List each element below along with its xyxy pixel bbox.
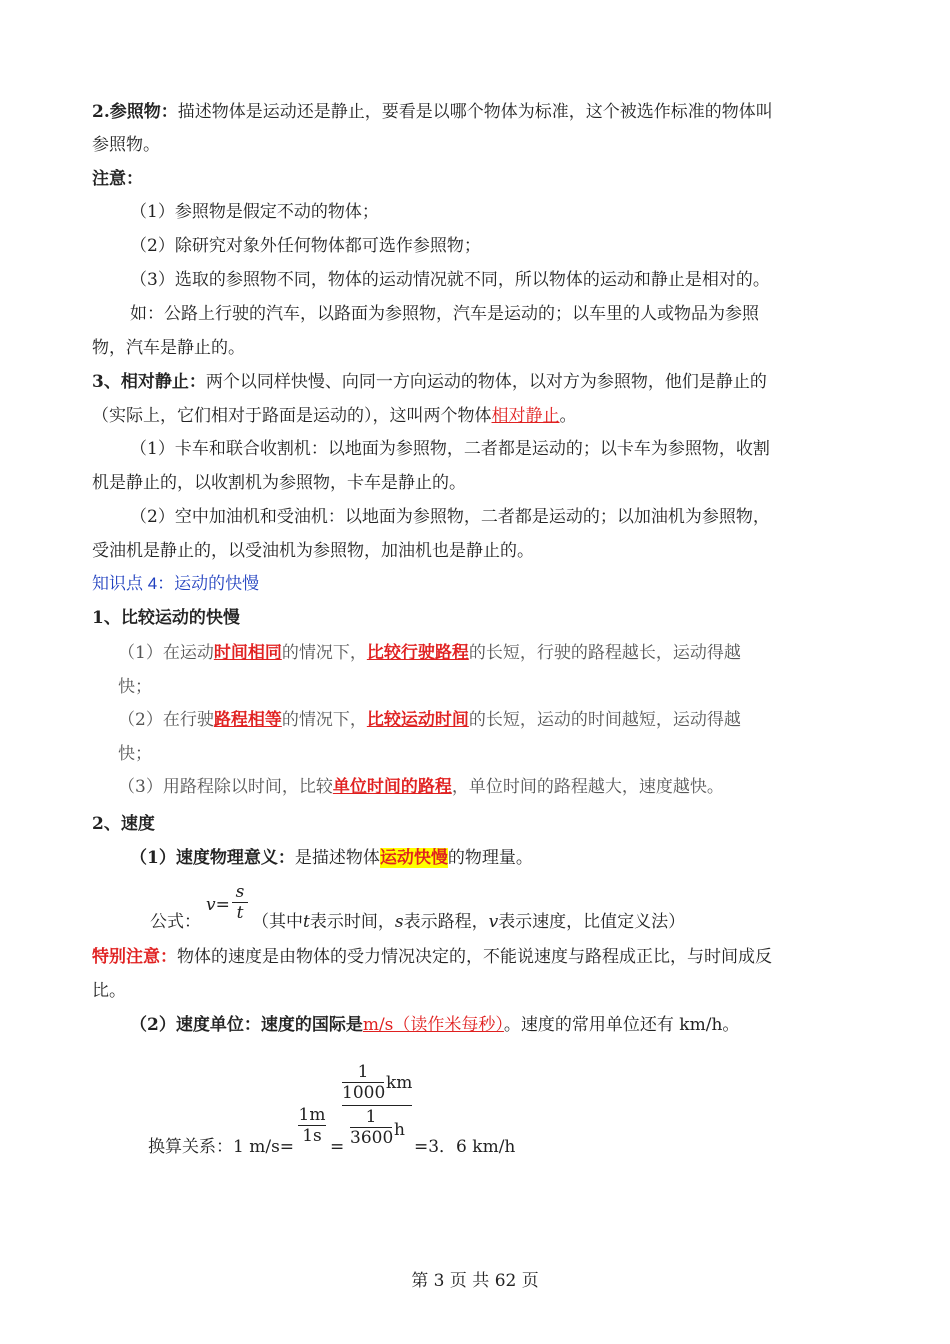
heading-knowledge-point-4: 知识点 4：运动的快慢 [92,574,260,593]
compare-item: （1）在运动时间相同的情况下，比较行驶路程的长短，行驶的路程越长，运动得越 [118,643,741,663]
conversion-equals: = [330,1137,345,1157]
definition-reference-object: 2.参照物：描述物体是运动还是静止，要看是以哪个物体为标准，这个被选作标准的物体叫 [92,102,773,122]
unit-si: m/s（读作米每秒） [362,1015,504,1035]
page-footer: 第 3 页 共 62 页 [411,1271,539,1291]
heading-speed: 2、速度 [92,814,155,834]
conversion-bottom-fraction: $\frac{1}{3600}$ [350,1107,394,1148]
highlight-motion-speed: 运动快慢 [379,848,448,868]
term-relative-rest: 相对静止 [491,406,560,426]
speed-meaning: （1）速度物理意义：是描述物体运动快慢的物理量。 [130,848,533,868]
speed-unit: （2）速度单位：速度的国际是m/s（读作米每秒）。速度的常用单位还有 km/h。 [130,1015,740,1035]
conversion-fraction-1: $\frac{1m}{1s}$ [298,1105,326,1146]
formula-v: v= [206,895,230,915]
heading-note: 注意： [92,169,143,189]
special-note: 特别注意：物体的速度是由物体的受力情况决定的，不能说速度与路程成正比，与时间成反 [92,947,772,967]
definition-relative-rest-cont: （实际上，它们相对于路面是运动的），这叫两个物体相对静止。 [92,406,577,426]
compare-item: （3）用路程除以时间，比较单位时间的路程，单位时间的路程越大，速度越快。 [118,777,724,797]
compare-item-cont: 快； [118,677,152,697]
example-line: （1）卡车和联合收割机：以地面为参照物，二者都是运动的；以卡车为参照物，收割 [130,439,770,459]
compare-item-cont: 快； [118,744,152,764]
example-line: 如：公路上行驶的汽车，以路面为参照物，汽车是运动的；以车里的人或物品为参照 [130,304,759,324]
conversion-top-unit: km [386,1073,413,1093]
example-line: （2）空中加油机和受油机：以地面为参照物，二者都是运动的；以加油机为参照物， [130,507,770,527]
heading-compare-speed: 1、比较运动的快慢 [92,608,240,628]
heading-relative-rest: 3、相对静止： [92,372,206,392]
note-item: （1）参照物是假定不动的物体； [130,202,379,222]
heading-reference-object: 2.参照物： [92,102,178,122]
note-item: （2）除研究对象外任何物体都可选作参照物； [130,236,481,256]
conversion-result: =3．6 km/h [414,1137,516,1157]
formula-label: 公式： [150,912,201,932]
heading-special-note: 特别注意： [92,947,177,967]
conversion-top-fraction: $\frac{1}{1000}$ [342,1062,386,1103]
formula-denominator: t [232,902,248,923]
conversion-bottom-unit: h [394,1120,405,1140]
compare-item: （2）在行驶路程相等的情况下，比较运动时间的长短，运动的时间越短，运动得越 [118,710,741,730]
conversion-label: 换算关系：1 m/s= [148,1137,295,1157]
note-item: （3）选取的参照物不同，物体的运动情况就不同，所以物体的运动和静止是相对的。 [130,270,770,290]
formula-fraction [232,882,248,923]
example-line: 机是静止的，以收割机为参照物，卡车是静止的。 [92,473,466,493]
example-line: 受油机是静止的，以受油机为参照物，加油机也是静止的。 [92,541,534,561]
formula-description: （其中t表示时间，s表示路程，v表示速度，比值定义法） [252,912,686,932]
example-line: 物，汽车是静止的。 [92,338,245,358]
special-note-cont: 比。 [92,981,126,1001]
conversion-main-bar [342,1105,412,1106]
formula-numerator: s [235,882,245,902]
definition-continuation: 参照物。 [92,135,160,155]
definition-relative-rest: 3、相对静止：两个以同样快慢、向同一方向运动的物体，以对方为参照物，他们是静止的 [92,372,767,392]
